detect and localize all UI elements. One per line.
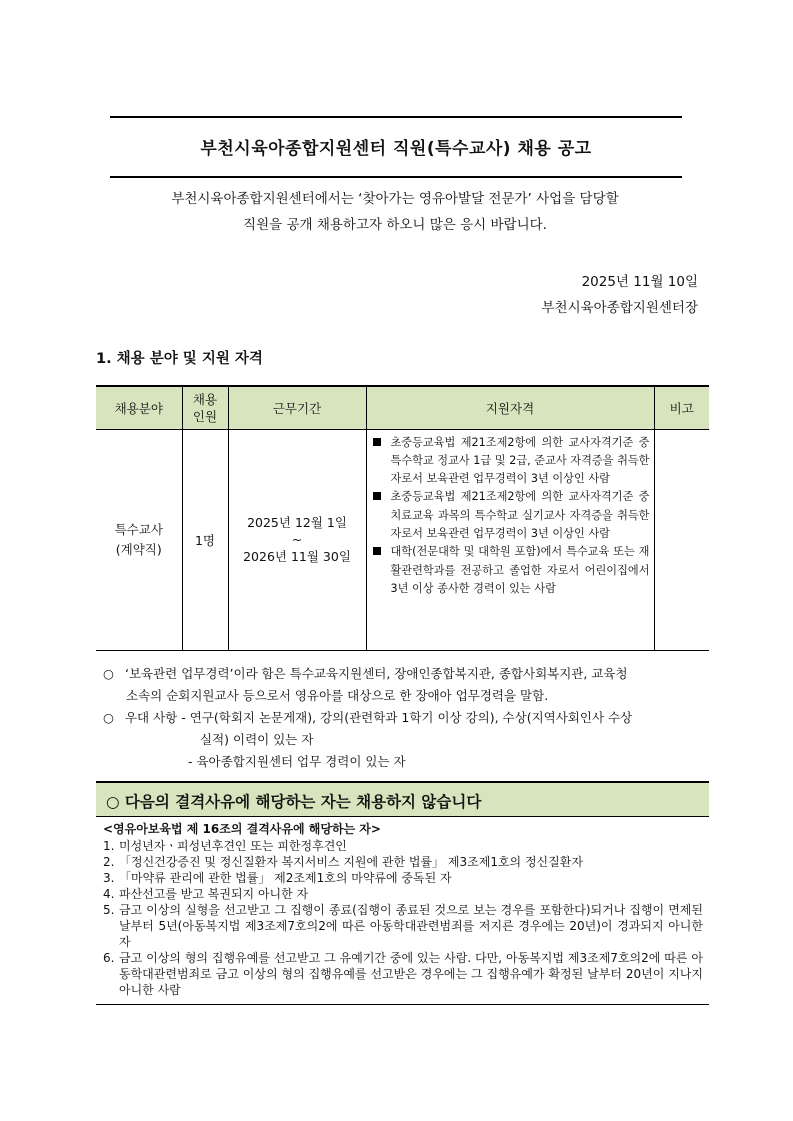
qualification-item	[371, 488, 650, 543]
section-1-heading: 1. 채용 분야 및 지원 자격	[96, 351, 263, 367]
table-row	[96, 429, 709, 650]
circle-bullet-icon: ○	[103, 710, 114, 725]
count-cell: 1명	[182, 429, 228, 650]
list-item: 6. 금고 이상의 형의 집행유예를 선고받고 그 유예기간 중에 있는 사람. 다만, 아동복지법 제3조제7호의2에 따른 아동학대관련범죄로 금고 이상의 형의 집행유예를 선고받은 경우에는 그 집행유예가 확정된 날부터 20년이 지나지 아니한 사람	[103, 951, 703, 997]
experience-note	[103, 663, 703, 707]
experience-note-line-1: ‘보육관련 업무경력’이라 함은 특수교육지원센터, 장애인종합복지관, 종합사회복지관, 교육청	[124, 666, 628, 681]
disqualification-list	[103, 821, 703, 998]
col-header-remarks: 비고	[654, 386, 709, 429]
col-header-count-line: 인원	[192, 408, 218, 424]
page-title: 부천시육아종합지원센터 직원(특수교사) 채용 공고	[200, 139, 592, 159]
square-bullet-icon	[373, 547, 381, 555]
field-name: 특수교사	[114, 521, 163, 537]
col-header-count-line: 채용	[192, 391, 218, 407]
intro-line-1: 부천시육아종합지원센터에서는 ‘찾아가는 영유아발달 전문가’ 사업을 담당할	[171, 191, 619, 207]
preference-note	[103, 707, 703, 773]
square-bullet-icon	[373, 492, 381, 500]
field-cell	[96, 429, 182, 650]
period-start: 2025년 12월 1일	[247, 515, 347, 530]
list-item: 4. 파산선고를 받고 복권되지 아니한 자	[103, 887, 309, 901]
experience-note-line-2: 소속의 순회지원교사 등으로서 영유아를 대상으로 한 장애아 업무경력을 말함.	[126, 688, 549, 703]
preference-2: - 육아종합지원센터 업무 경력이 있는 자	[188, 754, 406, 769]
preference-label: 우대 사항	[124, 710, 178, 725]
list-item: 3. 「마약류 관리에 관한 법률」 제2조제1호의 마약류에 중독된 자	[103, 871, 452, 885]
issuer-name: 부천시육아종합지원센터장	[541, 300, 698, 316]
title-bottom-rule	[110, 176, 682, 178]
announcement-date: 2025년 11월 10일	[581, 274, 698, 290]
qualification-text: 초중등교육법 제21조제2항에 의한 교사자격기준 중 치료교육 과목의 특수학교 실기교사 자격증을 취득한 자로서 보육관련 업무경력이 3년 이상인 사람	[390, 490, 650, 540]
square-bullet-icon	[373, 438, 381, 446]
list-item: 5. 금고 이상의 실형을 선고받고 그 집행이 종료(집행이 종료된 것으로 보는 경우를 포함한다)되거나 집행이 면제된 날부터 5년(아동복지법 제3조제7호의2에 따른 아동학대관련범죄를 저지른 경우에는 20년)이 경과되지 아니한 자	[103, 903, 703, 949]
recruitment-table	[96, 385, 709, 651]
preference-1-line-1: - 연구(학회지 논문게재), 강의(관련학과 1학기 이상 강의), 수상(지역사회인사 수상	[181, 710, 633, 725]
period-cell	[228, 429, 366, 650]
col-header-count	[182, 386, 228, 429]
list-bottom-rule	[96, 1004, 709, 1005]
period-separator: ~	[291, 532, 303, 547]
period-end: 2026년 11월 30일	[243, 549, 351, 564]
qualification-item	[371, 434, 650, 489]
list-item: 1. 미성년자ㆍ피성년후견인 또는 피한정후견인	[103, 839, 347, 853]
col-header-field: 채용분야	[96, 386, 182, 429]
col-header-count-text	[183, 391, 228, 425]
disqualification-banner-text: ○ 다음의 결격사유에 해당하는 자는 채용하지 않습니다	[106, 793, 482, 811]
field-contract-type: (계약직)	[115, 541, 162, 557]
remarks-cell	[654, 429, 709, 650]
col-header-period: 근무기간	[228, 386, 366, 429]
qualification-text: 초중등교육법 제21조제2항에 의한 교사자격기준 중 특수학교 정교사 1급 및 2급, 준교사 자격증을 취득한 자로서 보육관련 업무경력이 3년 이상인 사람	[390, 435, 650, 486]
qualification-text: 대학(전문대학 및 대학원 포함)에서 특수교육 또는 재활관련학과를 전공하고 졸업한 자로서 어린이집에서 3년 이상 종사한 경력이 있는 사람	[390, 545, 650, 595]
disqualification-banner	[96, 781, 709, 817]
circle-bullet-icon: ○	[103, 666, 114, 681]
list-item: 2. 「정신건강증진 및 정신질환자 복지서비스 지원에 관한 법률」 제3조제1호의 정신질환자	[103, 855, 583, 869]
qualification-item	[371, 543, 650, 598]
col-header-qualification: 지원자격	[366, 386, 654, 429]
qualification-cell	[366, 429, 654, 650]
preference-1-line-2: 실적) 이력이 있는 자	[200, 732, 314, 747]
title-top-rule	[110, 116, 682, 118]
disqualification-list-heading: <영유아보육법 제 16조의 결격사유에 해당하는 자>	[103, 822, 381, 836]
intro-line-2: 직원을 공개 채용하고자 하오니 많은 응시 바랍니다.	[243, 217, 547, 233]
